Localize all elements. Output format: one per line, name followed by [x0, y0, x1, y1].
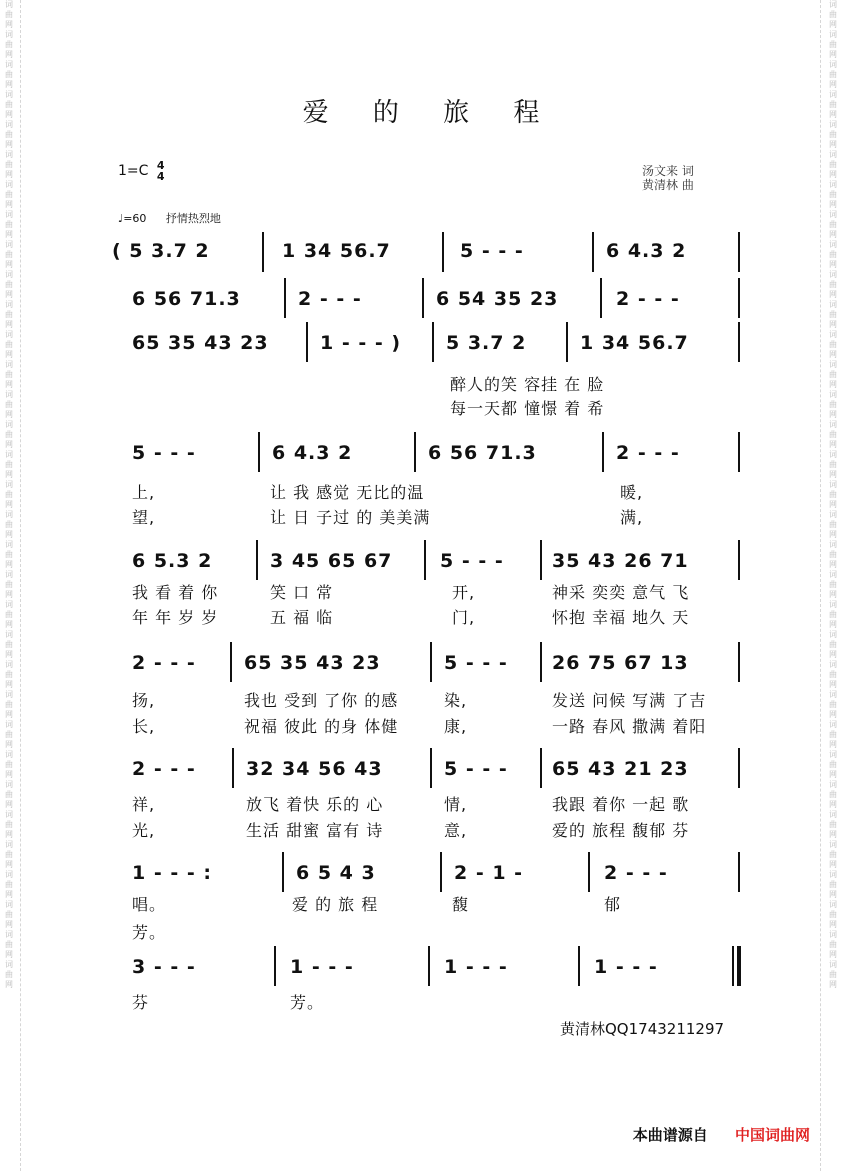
measure-notes: 32 34 56 43	[246, 758, 383, 780]
measure-notes: 6 5 4 3	[296, 862, 376, 884]
barline	[540, 540, 542, 580]
lyric-line: 唱。	[132, 895, 167, 914]
lyric-line: 暖,	[620, 483, 644, 502]
right-watermark: 词曲网词曲网词曲网词曲网词曲网词曲网词曲网词曲网词曲网词曲网词曲网词曲网词曲网词曲网词曲网词曲网词曲网词曲网词曲网词曲网词曲网词曲网词曲网词曲网词曲网词曲网词曲网词曲网词曲网词曲网词曲网词曲网词曲网	[829, 0, 837, 989]
lyric-line: 意,	[444, 821, 468, 840]
lyricist: 汤文来 词	[642, 164, 694, 178]
measure-notes: 5 - - -	[440, 550, 504, 572]
barline	[738, 278, 740, 318]
measure-notes: 2 - - -	[616, 288, 680, 310]
barline	[602, 432, 604, 472]
measure-notes: 6 4.3 2	[606, 240, 687, 262]
lyric-line: 让 我 感觉 无比的温	[270, 483, 425, 502]
lyric-line: 笑 口 常	[270, 583, 334, 602]
final-barline-thin	[732, 946, 734, 986]
lyric-line: 芳。	[132, 923, 167, 942]
barline	[274, 946, 276, 986]
barline	[578, 946, 580, 986]
barline	[738, 432, 740, 472]
barline	[430, 642, 432, 682]
measure-notes: ( 5 3.7 2	[112, 240, 210, 262]
barline	[588, 852, 590, 892]
barline	[262, 232, 264, 272]
barline	[284, 278, 286, 318]
barline	[738, 642, 740, 682]
barline	[738, 232, 740, 272]
measure-notes: 1 - - -	[594, 956, 658, 978]
barline	[442, 232, 444, 272]
barline	[232, 748, 234, 788]
measure-notes: 2 - - -	[616, 442, 680, 464]
lyric-line: 我 看 着 你	[132, 583, 219, 602]
barline	[540, 748, 542, 788]
measure-notes: 1 34 56.7	[580, 332, 689, 354]
lyric-line: 爱 的 旅 程	[292, 895, 379, 914]
measure-notes: 2 - - -	[298, 288, 362, 310]
lyric-line: 芬	[132, 993, 150, 1012]
lyric-line: 光,	[132, 821, 156, 840]
footer-label: 本曲谱源自	[632, 1126, 708, 1144]
barline	[430, 748, 432, 788]
lyric-line: 门,	[452, 608, 476, 627]
measure-notes: 1 - - - )	[320, 332, 402, 354]
barline	[440, 852, 442, 892]
measure-notes: 5 - - -	[444, 758, 508, 780]
barline	[738, 748, 740, 788]
composer: 黄清林 曲	[642, 178, 694, 192]
final-barline-thick	[737, 946, 741, 986]
barline	[738, 540, 740, 580]
measure-notes: 6 56 71.3	[428, 442, 537, 464]
measure-notes: 1 - - - :	[132, 862, 212, 884]
barline	[738, 852, 740, 892]
measure-notes: 1 34 56.7	[282, 240, 391, 262]
measure-notes: 65 35 43 23	[132, 332, 269, 354]
measure-notes: 6 54 35 23	[436, 288, 559, 310]
lyric-line: 满,	[620, 508, 644, 527]
lyric-line: 祝福 彼此 的身 体健	[244, 717, 399, 736]
barline	[600, 278, 602, 318]
arranger-signature: 黄清林QQ1743211297	[560, 1020, 725, 1038]
measure-notes: 5 - - -	[460, 240, 524, 262]
measure-notes: 2 - - -	[604, 862, 668, 884]
barline	[230, 642, 232, 682]
lyric-line: 我也 受到 了你 的感	[244, 691, 399, 710]
lyric-line: 馥	[452, 895, 470, 914]
measure-notes: 2 - - -	[132, 652, 196, 674]
song-title: 爱 的 旅 程	[302, 98, 558, 128]
barline	[424, 540, 426, 580]
barline	[414, 432, 416, 472]
time-bottom: 4	[156, 170, 165, 183]
measure-notes: 35 43 26 71	[552, 550, 689, 572]
measure-notes: 5 3.7 2	[446, 332, 527, 354]
lyric-line: 开,	[452, 583, 476, 602]
lyric-line: 祥,	[132, 795, 156, 814]
barline	[540, 642, 542, 682]
left-watermark: 词曲网词曲网词曲网词曲网词曲网词曲网词曲网词曲网词曲网词曲网词曲网词曲网词曲网词曲网词曲网词曲网词曲网词曲网词曲网词曲网词曲网词曲网词曲网词曲网词曲网词曲网词曲网词曲网词曲网词曲网词曲网词曲网词曲网	[5, 0, 13, 989]
barline	[306, 322, 308, 362]
barline	[428, 946, 430, 986]
key-label: 1=C	[118, 163, 149, 179]
measure-notes: 1 - - -	[444, 956, 508, 978]
lyric-line: 芳。	[290, 993, 325, 1012]
measure-notes: 3 - - -	[132, 956, 196, 978]
lyric-line: 扬,	[132, 691, 156, 710]
barline	[738, 322, 740, 362]
measure-notes: 5 - - -	[132, 442, 196, 464]
lyric-line: 一路 春风 撒满 着阳	[552, 717, 707, 736]
barline	[432, 322, 434, 362]
lyric-line: 神采 奕奕 意气 飞	[552, 583, 690, 602]
measure-notes: 1 - - -	[290, 956, 354, 978]
lyric-line: 康,	[444, 717, 468, 736]
barline	[566, 322, 568, 362]
footer-source	[633, 1124, 810, 1145]
measure-notes: 65 35 43 23	[244, 652, 381, 674]
lyric-line: 发送 问候 写满 了吉	[552, 691, 707, 710]
measure-notes: 6 56 71.3	[132, 288, 241, 310]
lyric-line: 爱的 旅程 馥郁 芬	[552, 821, 690, 840]
barline	[422, 278, 424, 318]
lyric-line: 情,	[444, 795, 468, 814]
measure-notes: 3 45 65 67	[270, 550, 393, 572]
measure-notes: 6 5.3 2	[132, 550, 213, 572]
lyric-line: 长,	[132, 717, 156, 736]
lyric-line: 让 日 子过 的 美美满	[270, 508, 431, 527]
barline	[258, 432, 260, 472]
lyric-line: 郁	[604, 895, 622, 914]
lyric-line: 怀抱 幸福 地久 天	[552, 608, 690, 627]
lyric-line: 染,	[444, 691, 468, 710]
time-top: 4	[156, 159, 165, 172]
lyric-line: 五 福 临	[270, 608, 334, 627]
measure-notes: 65 43 21 23	[552, 758, 689, 780]
lyric-line: 年 年 岁 岁	[132, 608, 219, 627]
lyric-line: 望,	[132, 508, 156, 527]
footer-brand-link[interactable]: 中国词曲网	[734, 1126, 810, 1144]
measure-notes: 5 - - -	[444, 652, 508, 674]
lyric-line: 我跟 着你 一起 歌	[552, 795, 690, 814]
measure-notes: 26 75 67 13	[552, 652, 689, 674]
lyric-line: 生活 甜蜜 富有 诗	[246, 821, 384, 840]
barline	[256, 540, 258, 580]
barline	[282, 852, 284, 892]
lyric-line: 醉人的笑 容挂 在 脸	[450, 375, 605, 394]
lyric-line: 上,	[132, 483, 156, 502]
expression: 抒情热烈地	[165, 212, 221, 225]
lyric-line: 每一天都 憧憬 着 希	[450, 399, 605, 418]
measure-notes: 6 4.3 2	[272, 442, 353, 464]
barline	[592, 232, 594, 272]
tempo-bpm: ♩=60	[118, 212, 147, 225]
measure-notes: 2 - - -	[132, 758, 196, 780]
measure-notes: 2 - 1 -	[454, 862, 524, 884]
lyric-line: 放飞 着快 乐的 心	[246, 795, 384, 814]
